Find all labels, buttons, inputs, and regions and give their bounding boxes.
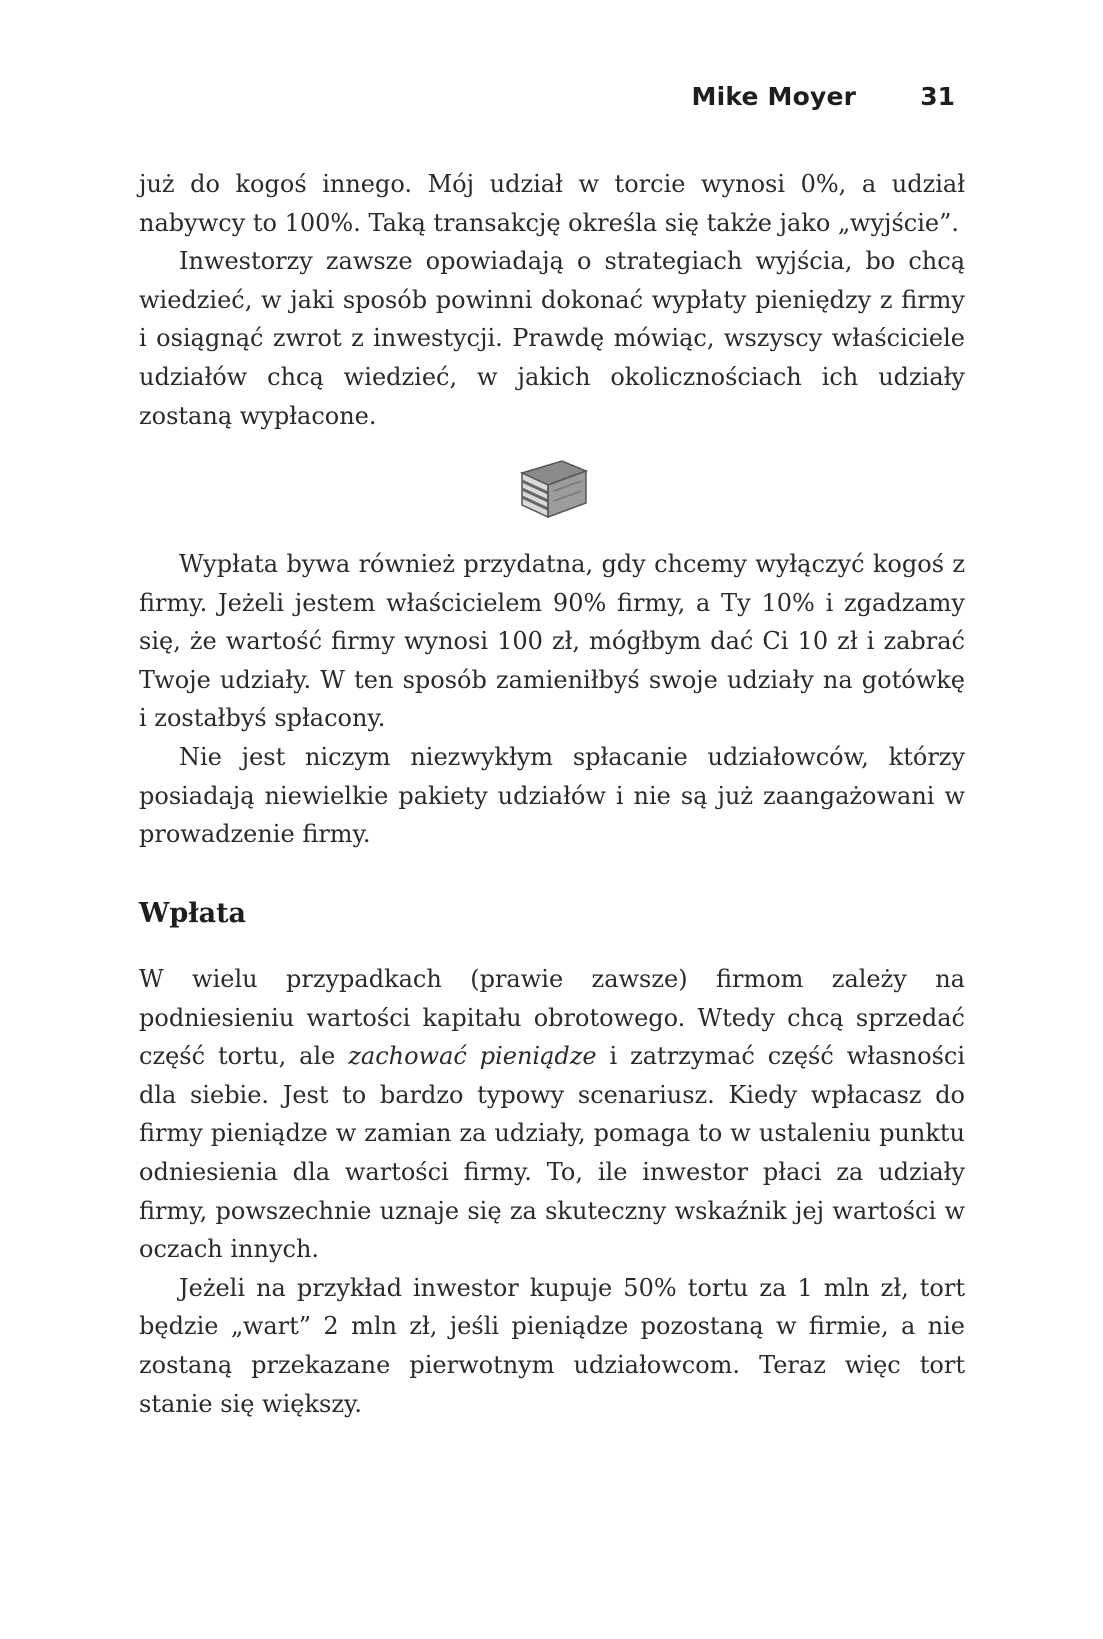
paragraph-text-before: W wielu przypadkach (prawie zawsze) firmom zależy na podniesieniu wartości kapitału obrotowego. Wtedy chcą sprzedać część tortu, ale: [139, 965, 965, 1071]
section-payout: [139, 545, 965, 854]
paragraph-investment-intro: [139, 960, 965, 1269]
section-exit: [139, 165, 965, 435]
paragraph-payout-example: Wypłata bywa również przydatna, gdy chcemy wyłączyć kogoś z firmy. Jeżeli jestem właścicielem 90% firmy, a Ty 10% i zgadzamy się, że wartość firmy wynosi 100 zł, mógłbym dać Ci 10 zł i zabrać Twoje udziały. W ten sposób zamieniłbyś swoje udziały na gotówkę i zostałbyś spłacony.: [139, 550, 965, 733]
paragraph-investment-example: Jeżeli na przykład inwestor kupuje 50% tortu za 1 mln zł, tort będzie „wart” 2 mln zł, jeśli pieniądze pozostaną w firmie, a nie zostaną przekazane pierwotnym udziałowcom. Teraz więc tort stanie się większy.: [139, 1273, 965, 1418]
cake-slice-icon: [514, 455, 594, 523]
paragraph-payout-small-holders: Nie jest niczym niezwykłym spłacanie udziałowców, którzy posiadają niewielkie pakiety udziałów i nie są już zaangażowani w prowadzenie firmy.: [139, 742, 965, 849]
section-heading: Wpłata: [139, 898, 247, 929]
page-header: [692, 82, 956, 111]
paragraph-text-after: i zatrzymać część własności dla siebie. Jest to bardzo typowy scenariusz. Kiedy wpłacasz do firmy pieniądze w zamian za udziały, pomaga to w ustaleniu punktu odniesienia dla wartości firmy. To, ile inwestor płaci za udziały firmy, powszechnie uznaje się za skuteczny wskaźnik jej wartości w oczach innych.: [139, 1042, 966, 1264]
section-investment: [139, 960, 965, 1423]
emphasis-text: zachować pieniądze: [348, 1042, 597, 1071]
running-head-author: Mike Moyer: [691, 82, 857, 111]
page-number: 31: [920, 82, 955, 111]
paragraph-exit-continued: już do kogoś innego. Mój udział w torcie wynosi 0%, a udział nabywcy to 100%. Taką transakcję określa się także jako „wyjście”.: [139, 170, 965, 237]
paragraph-exit-strategies: Inwestorzy zawsze opowiadają o strategiach wyjścia, bo chcą wiedzieć, w jaki sposób powinni dokonać wypłaty pieniędzy z firmy i osiągnąć zwrot z inwestycji. Prawdę mówiąc, wszyscy właściciele udziałów chcą wiedzieć, w jakich okolicznościach ich udziały zostaną wypłacone.: [139, 247, 965, 430]
